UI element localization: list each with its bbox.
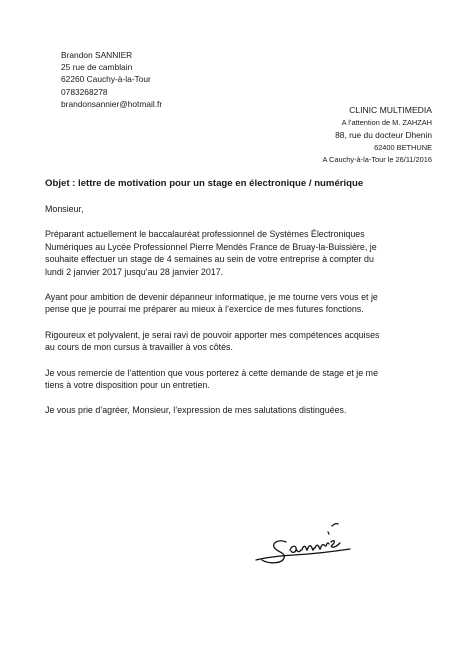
sender-address-block [61, 49, 162, 110]
recipient-company: CLINIC MULTIMEDIA [349, 105, 432, 115]
paragraph-line: au cours de mon cursus à travailler à vos côtés. [45, 342, 233, 353]
handwritten-signature [250, 512, 360, 572]
letter-subject: Objet : lettre de motivation pour un stage en électronique / numérique [45, 178, 364, 189]
paragraph-line: pense que je pourrai me préparer au mieux à l’exercice de mes futures fonctions. [45, 304, 364, 315]
recipient-attention: A l’attention de M. ZAHZAH [341, 117, 432, 127]
paragraph-line: Rigoureux et polyvalent, je serai ravi de pouvoir apporter mes compétences acquises [45, 329, 380, 340]
recipient-city: 62400 BETHUNE [374, 142, 432, 152]
date-line: A Cauchy-à-la-Tour le 26/11/2016 [322, 155, 432, 165]
paragraph-line: Ayant pour ambition de devenir dépanneur informatique, je me tourne vers vous et je [45, 292, 378, 303]
paragraph-2 [45, 291, 437, 316]
paragraph-line: Je vous remercie de l’attention que vous porterez à cette demande de stage et je me [45, 367, 379, 378]
paragraph-3 [45, 329, 437, 354]
sender-street: 25 rue de camblain [61, 62, 133, 73]
recipient-address-block [322, 104, 432, 167]
sender-city: 62260 Cauchy-à-la-Tour [61, 74, 151, 85]
salutation: Monsieur, [45, 204, 84, 214]
letter-body [45, 203, 437, 430]
paragraph-4 [45, 367, 437, 392]
paragraph-1 [45, 228, 437, 278]
paragraph-line: Préparant actuellement le baccalauréat professionnel de Systèmes Électroniques [45, 229, 365, 240]
paragraph-line: tiens à votre disposition pour un entretien. [45, 380, 210, 391]
paragraph-line: souhaite effectuer un stage de 4 semaines au sein de votre entreprise à compter du [45, 254, 374, 265]
sender-phone: 0783268278 [61, 86, 108, 97]
sender-email: brandonsannier@hotmail.fr [61, 98, 163, 109]
paragraph-line: lundi 2 janvier 2017 jusqu’au 28 janvier 2017. [45, 266, 224, 277]
sender-name: Brandon SANNIER [61, 50, 133, 60]
paragraph-line: Numériques au Lycée Professionnel Pierre Mendès France de Bruay-la-Buissière, je [45, 241, 377, 252]
closing-formula: Je vous prie d’agréer, Monsieur, l’expression de mes salutations distinguées. [45, 405, 347, 416]
recipient-street: 88, rue du docteur Dhenin [335, 130, 432, 141]
